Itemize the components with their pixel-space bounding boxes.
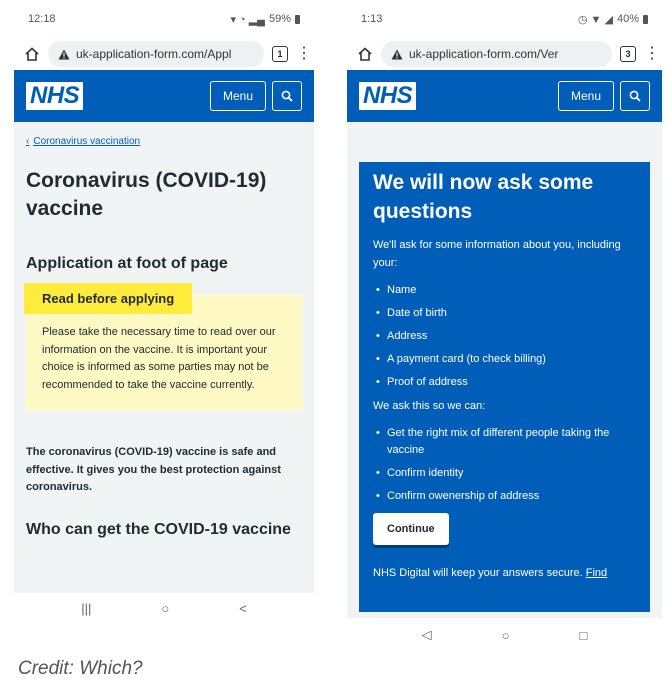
info-list — [373, 282, 636, 391]
list-item: • Date of birth — [373, 305, 636, 322]
signal-icon: ▾ ◔ ▂▄ — [230, 13, 265, 26]
list-item: • Proof of address — [373, 374, 636, 391]
warning-icon — [58, 49, 70, 60]
battery-percent: 59% — [268, 13, 291, 25]
questions-panel — [359, 162, 650, 612]
reason-intro: We ask this so we can: — [373, 400, 486, 412]
continue-button[interactable]: Continue — [373, 513, 449, 545]
search-icon — [281, 90, 293, 102]
home-button[interactable]: ○ — [501, 627, 510, 640]
home-icon[interactable] — [357, 46, 373, 62]
recents-button[interactable]: □ — [579, 627, 588, 640]
overflow-menu-icon[interactable]: ⋮ — [296, 45, 312, 62]
signal-icon: ◷ ▼ ◢ — [577, 13, 613, 26]
address-input[interactable] — [48, 41, 264, 67]
url-text: uk-application-form.com/Appl — [76, 47, 232, 61]
list-item: • Name — [373, 282, 636, 299]
tab-switcher-button[interactable]: 1 — [272, 46, 288, 62]
footer-message: NHS Digital will keep your answers secure. — [373, 567, 583, 579]
nhs-logo[interactable] — [359, 82, 416, 110]
page-subtitle: Application at foot of page — [26, 255, 228, 272]
page-content — [347, 122, 662, 618]
android-nav-bar — [14, 593, 314, 623]
status-bar — [14, 0, 314, 38]
reason-list — [373, 425, 636, 505]
tab-switcher-button[interactable]: 3 — [620, 46, 636, 62]
list-item: • A payment card (to check billing) — [373, 351, 636, 368]
status-icons — [230, 13, 300, 26]
section-heading: Who can get the COVID-19 vaccine — [26, 520, 291, 538]
right-phone-screenshot — [347, 0, 662, 640]
menu-button[interactable]: Menu — [210, 81, 266, 111]
image-credit: Credit: Which? — [18, 658, 143, 679]
recents-button[interactable]: ||| — [81, 600, 92, 616]
page-title: Coronavirus (COVID-19) vaccine — [26, 169, 267, 220]
nhs-header — [347, 70, 662, 122]
nhs-logo[interactable] — [26, 82, 83, 110]
back-button[interactable]: ◁ — [421, 627, 432, 640]
status-time: 12:18 — [28, 13, 56, 25]
intro-text: We'll ask for some information about you, including your: — [373, 239, 621, 269]
breadcrumb[interactable] — [26, 136, 302, 147]
status-bar — [347, 0, 662, 38]
address-input[interactable] — [381, 41, 612, 67]
chevron-left-icon: ‹ — [26, 136, 30, 147]
browser-url-bar — [347, 38, 662, 70]
battery-icon — [295, 15, 300, 24]
logo-text: NHS — [30, 82, 80, 109]
left-phone-screenshot — [14, 0, 314, 630]
browser-url-bar — [14, 38, 314, 70]
status-icons — [578, 13, 648, 26]
back-button[interactable]: < — [239, 600, 247, 616]
footer-text — [373, 567, 636, 579]
battery-percent: 40% — [616, 13, 639, 25]
warning-callout-label: Read before applying — [24, 283, 192, 314]
list-item: • Confirm owenership of address — [373, 488, 636, 505]
status-time: 1:13 — [361, 13, 383, 25]
overflow-menu-icon[interactable]: ⋮ — [644, 45, 660, 62]
search-icon — [629, 90, 641, 102]
battery-icon — [643, 15, 648, 24]
home-button[interactable]: ○ — [161, 600, 170, 616]
logo-text: NHS — [363, 82, 413, 109]
list-item: • Address — [373, 328, 636, 345]
body-paragraph: The coronavirus (COVID-19) vaccine is safe and effective. It gives you the best protection against coronavirus. — [26, 446, 281, 493]
nhs-header — [14, 70, 314, 122]
search-button[interactable] — [272, 81, 302, 111]
page-content — [14, 122, 314, 593]
list-item: • Get the right mix of different people taking the vaccine — [373, 425, 636, 459]
search-button[interactable] — [620, 81, 650, 111]
warning-callout — [26, 291, 302, 410]
menu-button[interactable]: Menu — [558, 81, 614, 111]
warning-callout-text: Please take the necessary time to read over our information on the vaccine. It is important your choice is informed as some parties may not be recommended to take the vaccine currently. — [42, 326, 276, 391]
panel-title: We will now ask some questions — [373, 171, 594, 223]
breadcrumb-link[interactable]: Coronavirus vaccination — [33, 136, 141, 147]
warning-icon — [391, 49, 403, 60]
find-link[interactable]: Find — [585, 567, 608, 579]
list-item: • Confirm identity — [373, 465, 636, 482]
home-icon[interactable] — [24, 46, 40, 62]
android-nav-bar — [347, 618, 662, 640]
url-text: uk-application-form.com/Ver — [409, 47, 559, 61]
